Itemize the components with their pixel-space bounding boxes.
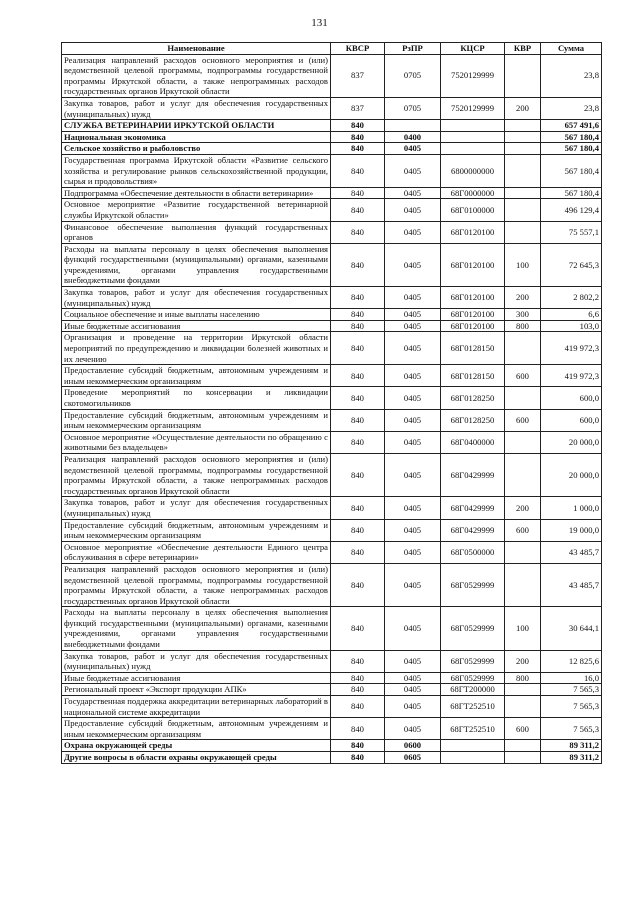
cell-name: Закупка товаров, работ и услуг для обеспечения государственных (муниципальных) нужд — [62, 650, 331, 672]
cell-name: Расходы на выплаты персоналу в целях обеспечения выполнения функций государственными (муниципальными) органами, казенными учреждениями, органами управления государственными внебюджетными фондами — [62, 607, 331, 650]
cell-name: Проведение мероприятий по консервации и ликвидации скотомогильников — [62, 387, 331, 409]
cell-name: Основное мероприятие «Обеспечение деятельности Единого центра обслуживания в сфере ветеринарии» — [62, 541, 331, 563]
cell-rzpr: 0405 — [385, 541, 441, 563]
table-row — [62, 519, 602, 541]
cell-kvr: 600 — [505, 519, 541, 541]
table-row — [62, 309, 602, 321]
cell-sum: 567 180,4 — [541, 154, 602, 187]
cell-name: Региональный проект «Экспорт продукции АПК» — [62, 684, 331, 696]
table-row — [62, 453, 602, 496]
cell-kcsr: 68Г0120100 — [441, 320, 505, 332]
cell-kcsr: 68Г0120100 — [441, 221, 505, 243]
cell-sum: 75 557,1 — [541, 221, 602, 243]
cell-kvr: 300 — [505, 309, 541, 321]
cell-kcsr — [441, 131, 505, 143]
cell-name: Реализация направлений расходов основного мероприятия и (или) ведомственной целевой программы, подпрограммы государственной программы Иркутской области, а также непрограммных расходов государственных органов Иркутской области — [62, 563, 331, 606]
cell-rzpr: 0405 — [385, 650, 441, 672]
cell-rzpr: 0405 — [385, 497, 441, 519]
cell-kvr: 600 — [505, 365, 541, 387]
cell-rzpr: 0405 — [385, 672, 441, 684]
table-row — [62, 409, 602, 431]
budget-table — [61, 42, 602, 764]
cell-kvsr: 840 — [331, 154, 385, 187]
table-row — [62, 563, 602, 606]
cell-kvr: 200 — [505, 97, 541, 119]
cell-kvsr: 840 — [331, 143, 385, 155]
cell-sum: 20 000,0 — [541, 453, 602, 496]
cell-rzpr: 0405 — [385, 409, 441, 431]
cell-kcsr: 7520129999 — [441, 97, 505, 119]
table-row — [62, 365, 602, 387]
cell-sum: 567 180,4 — [541, 187, 602, 199]
cell-rzpr: 0405 — [385, 287, 441, 309]
cell-rzpr: 0400 — [385, 131, 441, 143]
cell-kcsr: 68Г0429999 — [441, 497, 505, 519]
cell-rzpr: 0405 — [385, 607, 441, 650]
cell-sum: 600,0 — [541, 409, 602, 431]
table-row — [62, 97, 602, 119]
cell-kcsr: 68Г0000000 — [441, 187, 505, 199]
cell-sum: 16,0 — [541, 672, 602, 684]
cell-kvr — [505, 221, 541, 243]
cell-kcsr: 68Г0529999 — [441, 650, 505, 672]
cell-sum: 20 000,0 — [541, 431, 602, 453]
cell-name: Социальное обеспечение и иные выплаты населению — [62, 309, 331, 321]
cell-name: Реализация направлений расходов основного мероприятия и (или) ведомственной целевой программы, подпрограммы государственной программы Иркутской области, а также непрограммных расходов государственных органов Иркутской области — [62, 54, 331, 97]
cell-rzpr: 0405 — [385, 684, 441, 696]
table-row — [62, 131, 602, 143]
table-row — [62, 650, 602, 672]
cell-kvr — [505, 431, 541, 453]
cell-name: Расходы на выплаты персоналу в целях обеспечения выполнения функций государственными (муниципальными) органами, казенными учреждениями, органами управления государственными внебюджетными фондами — [62, 243, 331, 286]
cell-sum: 496 129,4 — [541, 199, 602, 221]
cell-kcsr — [441, 752, 505, 764]
cell-rzpr: 0405 — [385, 309, 441, 321]
cell-kvr — [505, 752, 541, 764]
cell-rzpr: 0405 — [385, 154, 441, 187]
table-row — [62, 154, 602, 187]
cell-name: Национальная экономика — [62, 131, 331, 143]
cell-rzpr: 0405 — [385, 320, 441, 332]
cell-kcsr: 68Г0529999 — [441, 672, 505, 684]
cell-kvr — [505, 187, 541, 199]
cell-name: Предоставление субсидий бюджетным, автономным учреждениям и иным некоммерческим организациям — [62, 519, 331, 541]
cell-name: Предоставление субсидий бюджетным, автономным учреждениям и иным некоммерческим организациям — [62, 365, 331, 387]
cell-kcsr: 68Г0529999 — [441, 563, 505, 606]
cell-sum: 43 485,7 — [541, 541, 602, 563]
cell-kvr — [505, 696, 541, 718]
cell-name: Закупка товаров, работ и услуг для обеспечения государственных (муниципальных) нужд — [62, 97, 331, 119]
cell-sum: 89 311,2 — [541, 752, 602, 764]
cell-kvr — [505, 143, 541, 155]
cell-kvsr: 840 — [331, 684, 385, 696]
cell-rzpr: 0405 — [385, 519, 441, 541]
cell-name: Иные бюджетные ассигнования — [62, 672, 331, 684]
cell-sum: 43 485,7 — [541, 563, 602, 606]
cell-kcsr: 68Г0529999 — [441, 607, 505, 650]
cell-kvsr: 840 — [331, 287, 385, 309]
cell-kvsr: 840 — [331, 718, 385, 740]
cell-name: Подпрограмма «Обеспечение деятельности в области ветеринарии» — [62, 187, 331, 199]
cell-kvsr: 840 — [331, 320, 385, 332]
cell-sum: 72 645,3 — [541, 243, 602, 286]
cell-rzpr — [385, 120, 441, 132]
cell-kvsr: 840 — [331, 752, 385, 764]
cell-kvsr: 837 — [331, 54, 385, 97]
cell-kvr — [505, 332, 541, 365]
cell-kcsr: 68ГТ252510 — [441, 718, 505, 740]
cell-kcsr: 68Г0128250 — [441, 409, 505, 431]
cell-kcsr — [441, 740, 505, 752]
table-row — [62, 497, 602, 519]
cell-rzpr: 0405 — [385, 243, 441, 286]
cell-name: Предоставление субсидий бюджетным, автономным учреждениям и иным некоммерческим организациям — [62, 718, 331, 740]
cell-kvr: 600 — [505, 409, 541, 431]
cell-kvr — [505, 453, 541, 496]
cell-name: Охрана окружающей среды — [62, 740, 331, 752]
cell-kvr — [505, 541, 541, 563]
cell-kvsr: 840 — [331, 672, 385, 684]
cell-sum: 7 565,3 — [541, 696, 602, 718]
cell-kvsr: 840 — [331, 431, 385, 453]
cell-kvsr: 840 — [331, 309, 385, 321]
cell-sum: 30 644,1 — [541, 607, 602, 650]
cell-kcsr — [441, 120, 505, 132]
header-rzpr: РзПР — [385, 43, 441, 55]
cell-kvsr: 840 — [331, 199, 385, 221]
cell-kvsr: 840 — [331, 332, 385, 365]
cell-sum: 103,0 — [541, 320, 602, 332]
cell-kvsr: 840 — [331, 453, 385, 496]
cell-rzpr: 0405 — [385, 563, 441, 606]
table-row — [62, 752, 602, 764]
table-row — [62, 431, 602, 453]
table-header-row — [62, 43, 602, 55]
cell-rzpr: 0405 — [385, 718, 441, 740]
cell-sum: 419 972,3 — [541, 332, 602, 365]
cell-kcsr: 68Г0128150 — [441, 332, 505, 365]
cell-kvr — [505, 387, 541, 409]
cell-sum: 567 180,4 — [541, 143, 602, 155]
cell-kvr — [505, 54, 541, 97]
cell-sum: 23,8 — [541, 97, 602, 119]
cell-name: Сельское хозяйство и рыболовство — [62, 143, 331, 155]
cell-sum: 419 972,3 — [541, 365, 602, 387]
cell-sum: 23,8 — [541, 54, 602, 97]
table-row — [62, 120, 602, 132]
cell-rzpr: 0405 — [385, 365, 441, 387]
cell-sum: 567 180,4 — [541, 131, 602, 143]
cell-kcsr: 68Г0500000 — [441, 541, 505, 563]
table-row — [62, 607, 602, 650]
cell-kvsr: 840 — [331, 563, 385, 606]
cell-sum: 89 311,2 — [541, 740, 602, 752]
table-row — [62, 287, 602, 309]
cell-kvr: 200 — [505, 650, 541, 672]
cell-name: СЛУЖБА ВЕТЕРИНАРИИ ИРКУТСКОЙ ОБЛАСТИ — [62, 120, 331, 132]
cell-kvsr: 840 — [331, 409, 385, 431]
cell-sum: 2 802,2 — [541, 287, 602, 309]
cell-name: Основное мероприятие «Развитие государственной ветеринарной службы Иркутской области» — [62, 199, 331, 221]
table-row — [62, 718, 602, 740]
cell-kvr — [505, 154, 541, 187]
table-row — [62, 54, 602, 97]
cell-kcsr: 68Г0120100 — [441, 309, 505, 321]
cell-name: Другие вопросы в области охраны окружающей среды — [62, 752, 331, 764]
cell-rzpr: 0705 — [385, 97, 441, 119]
cell-kcsr: 68ГТ252510 — [441, 696, 505, 718]
cell-kvsr: 837 — [331, 97, 385, 119]
cell-sum: 600,0 — [541, 387, 602, 409]
cell-name: Основное мероприятие «Осуществление деятельности по обращению с животными без владельцев» — [62, 431, 331, 453]
cell-kcsr — [441, 143, 505, 155]
table-row — [62, 221, 602, 243]
cell-kvr — [505, 120, 541, 132]
cell-sum: 7 565,3 — [541, 684, 602, 696]
header-sum: Сумма — [541, 43, 602, 55]
header-kvr: КВР — [505, 43, 541, 55]
cell-name: Государственная поддержка аккредитации ветеринарных лабораторий в национальной системе аккредитации — [62, 696, 331, 718]
table-row — [62, 672, 602, 684]
cell-rzpr: 0705 — [385, 54, 441, 97]
cell-sum: 6,6 — [541, 309, 602, 321]
cell-rzpr: 0405 — [385, 431, 441, 453]
cell-kvsr: 840 — [331, 387, 385, 409]
cell-name: Предоставление субсидий бюджетным, автономным учреждениям и иным некоммерческим организациям — [62, 409, 331, 431]
cell-kvr — [505, 563, 541, 606]
table-row — [62, 740, 602, 752]
cell-kvsr: 840 — [331, 365, 385, 387]
cell-kcsr: 68Г0128250 — [441, 387, 505, 409]
cell-kvsr: 840 — [331, 120, 385, 132]
cell-kvsr: 840 — [331, 243, 385, 286]
cell-rzpr: 0605 — [385, 752, 441, 764]
cell-kvsr: 840 — [331, 650, 385, 672]
cell-rzpr: 0405 — [385, 387, 441, 409]
cell-sum: 1 000,0 — [541, 497, 602, 519]
cell-kvr — [505, 199, 541, 221]
cell-kcsr: 68Г0100000 — [441, 199, 505, 221]
cell-rzpr: 0405 — [385, 453, 441, 496]
cell-kvr — [505, 131, 541, 143]
cell-rzpr: 0405 — [385, 143, 441, 155]
cell-kcsr: 68Г0120100 — [441, 243, 505, 286]
cell-kcsr: 7520129999 — [441, 54, 505, 97]
cell-kcsr: 6800000000 — [441, 154, 505, 187]
header-kvsr: КВСР — [331, 43, 385, 55]
table-row — [62, 696, 602, 718]
cell-rzpr: 0405 — [385, 221, 441, 243]
cell-rzpr: 0600 — [385, 740, 441, 752]
cell-rzpr: 0405 — [385, 696, 441, 718]
cell-kvsr: 840 — [331, 607, 385, 650]
table-row — [62, 199, 602, 221]
cell-sum: 7 565,3 — [541, 718, 602, 740]
cell-kcsr: 68Г0120100 — [441, 287, 505, 309]
cell-kcsr: 68Г0128150 — [441, 365, 505, 387]
cell-rzpr: 0405 — [385, 332, 441, 365]
table-row — [62, 332, 602, 365]
page-number: 131 — [311, 17, 328, 29]
cell-kcsr: 68ГТ200000 — [441, 684, 505, 696]
cell-kvsr: 840 — [331, 519, 385, 541]
cell-kvr — [505, 740, 541, 752]
cell-name: Закупка товаров, работ и услуг для обеспечения государственных (муниципальных) нужд — [62, 497, 331, 519]
cell-kvsr: 840 — [331, 187, 385, 199]
cell-kvr: 600 — [505, 718, 541, 740]
cell-name: Закупка товаров, работ и услуг для обеспечения государственных (муниципальных) нужд — [62, 287, 331, 309]
cell-kvsr: 840 — [331, 541, 385, 563]
cell-name: Иные бюджетные ассигнования — [62, 320, 331, 332]
header-name: Наименование — [62, 43, 331, 55]
cell-kvr: 800 — [505, 672, 541, 684]
cell-kcsr: 68Г0429999 — [441, 453, 505, 496]
table-row — [62, 541, 602, 563]
cell-name: Финансовое обеспечение выполнения функций государственных органов — [62, 221, 331, 243]
table-row — [62, 187, 602, 199]
cell-sum: 12 825,6 — [541, 650, 602, 672]
cell-name: Государственная программа Иркутской области «Развитие сельского хозяйства и регулирование рынков сельскохозяйственной продукции, сырья и продовольствия» — [62, 154, 331, 187]
header-kcsr: КЦСР — [441, 43, 505, 55]
table-row — [62, 320, 602, 332]
table-row — [62, 684, 602, 696]
cell-kvsr: 840 — [331, 131, 385, 143]
table-row — [62, 243, 602, 286]
table-row — [62, 143, 602, 155]
cell-kvsr: 840 — [331, 221, 385, 243]
cell-kvr: 100 — [505, 243, 541, 286]
cell-kvsr: 840 — [331, 497, 385, 519]
cell-kvr: 200 — [505, 497, 541, 519]
cell-kvr: 800 — [505, 320, 541, 332]
cell-name: Реализация направлений расходов основного мероприятия и (или) ведомственной целевой программы, подпрограммы государственной программы Иркутской области, а также непрограммных расходов государственных органов Иркутской области — [62, 453, 331, 496]
cell-kvsr: 840 — [331, 696, 385, 718]
cell-kvr: 100 — [505, 607, 541, 650]
cell-kvr: 200 — [505, 287, 541, 309]
cell-kvr — [505, 684, 541, 696]
cell-rzpr: 0405 — [385, 199, 441, 221]
cell-name: Организация и проведение на территории Иркутской области мероприятий по предупреждению и ликвидации болезней животных и их лечению — [62, 332, 331, 365]
cell-kcsr: 68Г0429999 — [441, 519, 505, 541]
cell-rzpr: 0405 — [385, 187, 441, 199]
cell-kcsr: 68Г0400000 — [441, 431, 505, 453]
cell-kvsr: 840 — [331, 740, 385, 752]
table-row — [62, 387, 602, 409]
cell-sum: 657 491,6 — [541, 120, 602, 132]
cell-sum: 19 000,0 — [541, 519, 602, 541]
